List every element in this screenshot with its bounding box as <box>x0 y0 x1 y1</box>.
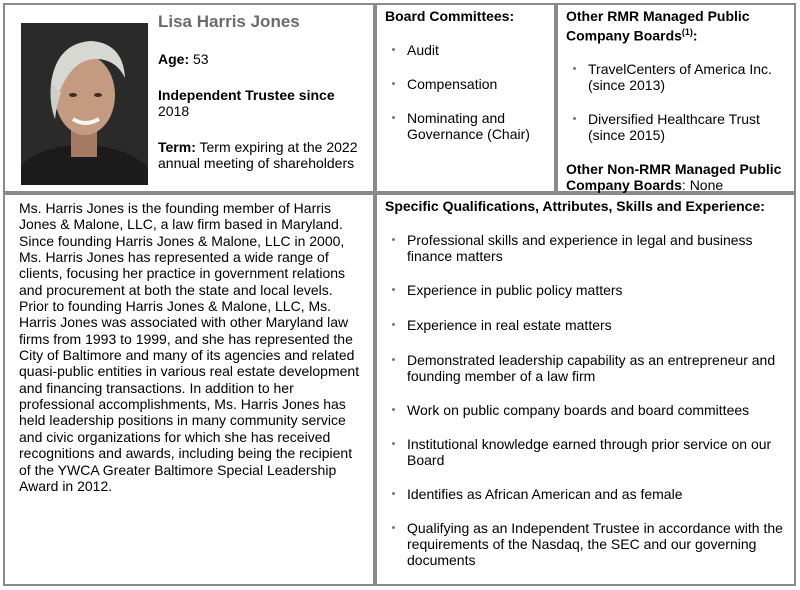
bullet-icon <box>392 492 395 495</box>
bullet-icon <box>392 323 395 326</box>
bullet-icon <box>573 117 576 120</box>
committee-item: Compensation <box>385 76 553 92</box>
bullet-icon <box>392 442 395 445</box>
age-value: 53 <box>193 51 209 67</box>
qualifications-heading: Specific Qualifications, Attributes, Skills and Experience: <box>385 198 765 214</box>
non-rmr-label: Other Non-RMR Managed Public Company Boards <box>566 160 782 193</box>
footnote-marker: (1) <box>681 27 693 37</box>
qualification-item: Experience in real estate matters <box>385 317 790 333</box>
qualifications-cell <box>375 193 796 586</box>
bullet-icon <box>392 238 395 241</box>
rmr-board-item: Diversified Healthcare Trust (since 2015) <box>566 111 792 143</box>
portrait-image <box>21 23 148 185</box>
term-field <box>158 139 368 171</box>
bullet-icon <box>392 288 395 291</box>
committees-cell <box>375 3 556 193</box>
trustee-since-label: Independent Trustee since <box>158 87 335 103</box>
qualifications-list <box>385 232 790 568</box>
term-label: Term: <box>158 139 196 155</box>
bullet-icon <box>392 408 395 411</box>
profile-cell <box>3 3 375 193</box>
trustee-since-field <box>158 87 368 119</box>
committees-list <box>385 42 553 142</box>
qualification-item: Experience in public policy matters <box>385 282 790 298</box>
bullet-icon <box>392 358 395 361</box>
other-boards-cell <box>556 3 796 193</box>
committees-heading: Board Committees: <box>385 8 515 24</box>
rmr-boards-heading: Other RMR Managed Public Company Boards$^{(1)}$: <box>566 8 750 44</box>
committee-item: Nominating and Governance (Chair) <box>385 110 553 142</box>
qualification-item: Qualifying as an Independent Trustee in accordance with the requirements of the Nasdaq, the SEC and our governing documents <box>385 520 790 568</box>
bullet-icon <box>392 82 395 85</box>
non-rmr-boards <box>566 161 792 193</box>
bullet-icon <box>392 526 395 529</box>
age-label: Age: <box>158 51 190 67</box>
qualification-item: Institutional knowledge earned through prior service on our Board <box>385 436 790 468</box>
qualification-item: Demonstrated leadership capability as an entrepreneur and founding member of a law firm <box>385 352 790 384</box>
biography-text: Ms. Harris Jones is the founding member of Harris Jones & Malone, LLC, a law firm based in Maryland. Since founding Harris Jones & Malone, LLC in 2000, Ms. Harris Jones has represented a wide range of clients, focusing her practice in government relations and procurement at both the state and local levels. Prior to founding Harris Jones & Malone, LLC, Ms. Harris Jones was associated with other Maryland law firms from 1993 to 1999, and she has represented the City of Baltimore and many of its agencies and related quasi-public entities in various real estate development and financing transactions. In addition to her professional accomplishments, Ms. Harris Jones has held leadership positions in many community service and civic organizations for which she has received recognitions and awards, including being the recipient of the YWCA Greater Baltimore Special Leadership Award in 2012. <box>19 200 360 494</box>
bullet-icon <box>392 48 395 51</box>
trustee-photo <box>21 23 148 185</box>
rmr-boards-list <box>566 61 792 143</box>
qualification-item: Work on public company boards and board committees <box>385 402 790 418</box>
bullet-icon <box>573 67 576 70</box>
term-value: Term expiring at the 2022 annual meeting of shareholders <box>158 139 358 171</box>
trustee-since-value: 2018 <box>158 103 190 119</box>
non-rmr-value: : None <box>681 176 724 193</box>
age-field <box>158 51 368 67</box>
trustee-name: Lisa Harris Jones <box>158 12 300 31</box>
qualification-item: Professional skills and experience in legal and business finance matters <box>385 232 790 264</box>
biography-cell <box>3 193 375 586</box>
committee-item: Audit <box>385 42 553 58</box>
bullet-icon <box>392 116 395 119</box>
rmr-board-item: TravelCenters of America Inc. (since 2013) <box>566 61 792 93</box>
qualification-item: Identifies as African American and as female <box>385 486 790 502</box>
